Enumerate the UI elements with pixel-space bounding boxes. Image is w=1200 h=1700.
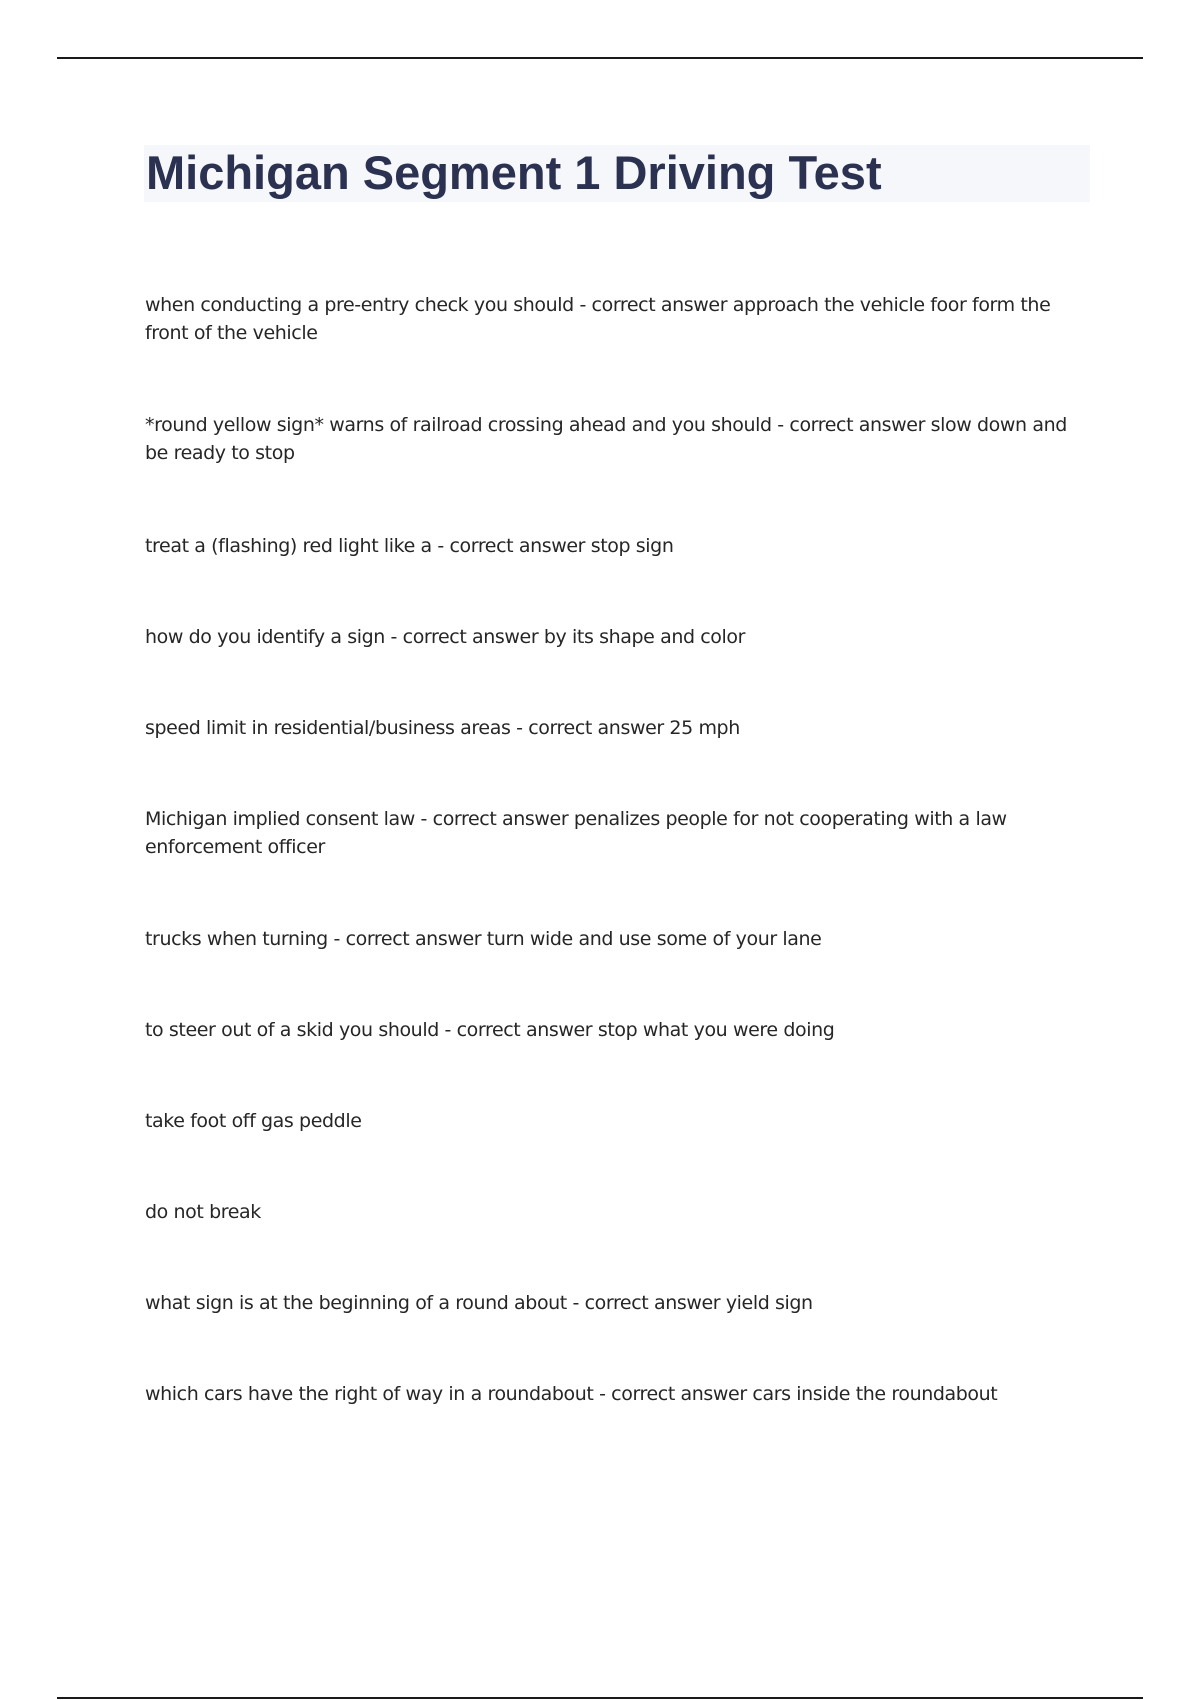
qa-item-identify-sign: how do you identify a sign - correct answer by its shape and color (145, 626, 746, 648)
qa-item-implied-consent: Michigan implied consent law - correct answer penalizes people for not cooperating with a law enforcement officer (145, 808, 1007, 858)
qa-item-trucks-turning: trucks when turning - correct answer turn wide and use some of your lane (145, 928, 822, 950)
page-title: Michigan Segment 1 Driving Test (146, 146, 882, 199)
qa-item-round-yellow-sign: *round yellow sign* warns of railroad crossing ahead and you should - correct answer slow down and be ready to stop (145, 414, 1067, 464)
bottom-rule (57, 1697, 1143, 1699)
qa-item-do-not-break: do not break (145, 1201, 261, 1223)
qa-item-flashing-red-light: treat a (flashing) red light like a - correct answer stop sign (145, 535, 674, 557)
qa-item-pre-entry-check: when conducting a pre-entry check you should - correct answer approach the vehicle foor form the front of the vehicle (145, 294, 1051, 344)
qa-item-steer-skid: to steer out of a skid you should - correct answer stop what you were doing (145, 1019, 835, 1041)
qa-item-foot-off-gas: take foot off gas peddle (145, 1110, 362, 1132)
qa-item-roundabout-sign: what sign is at the beginning of a round about - correct answer yield sign (145, 1292, 813, 1314)
qa-item-roundabout-right-of-way: which cars have the right of way in a roundabout - correct answer cars inside the roundabout (145, 1383, 998, 1405)
qa-item-speed-limit: speed limit in residential/business areas - correct answer 25 mph (145, 717, 740, 739)
top-rule (57, 57, 1143, 59)
